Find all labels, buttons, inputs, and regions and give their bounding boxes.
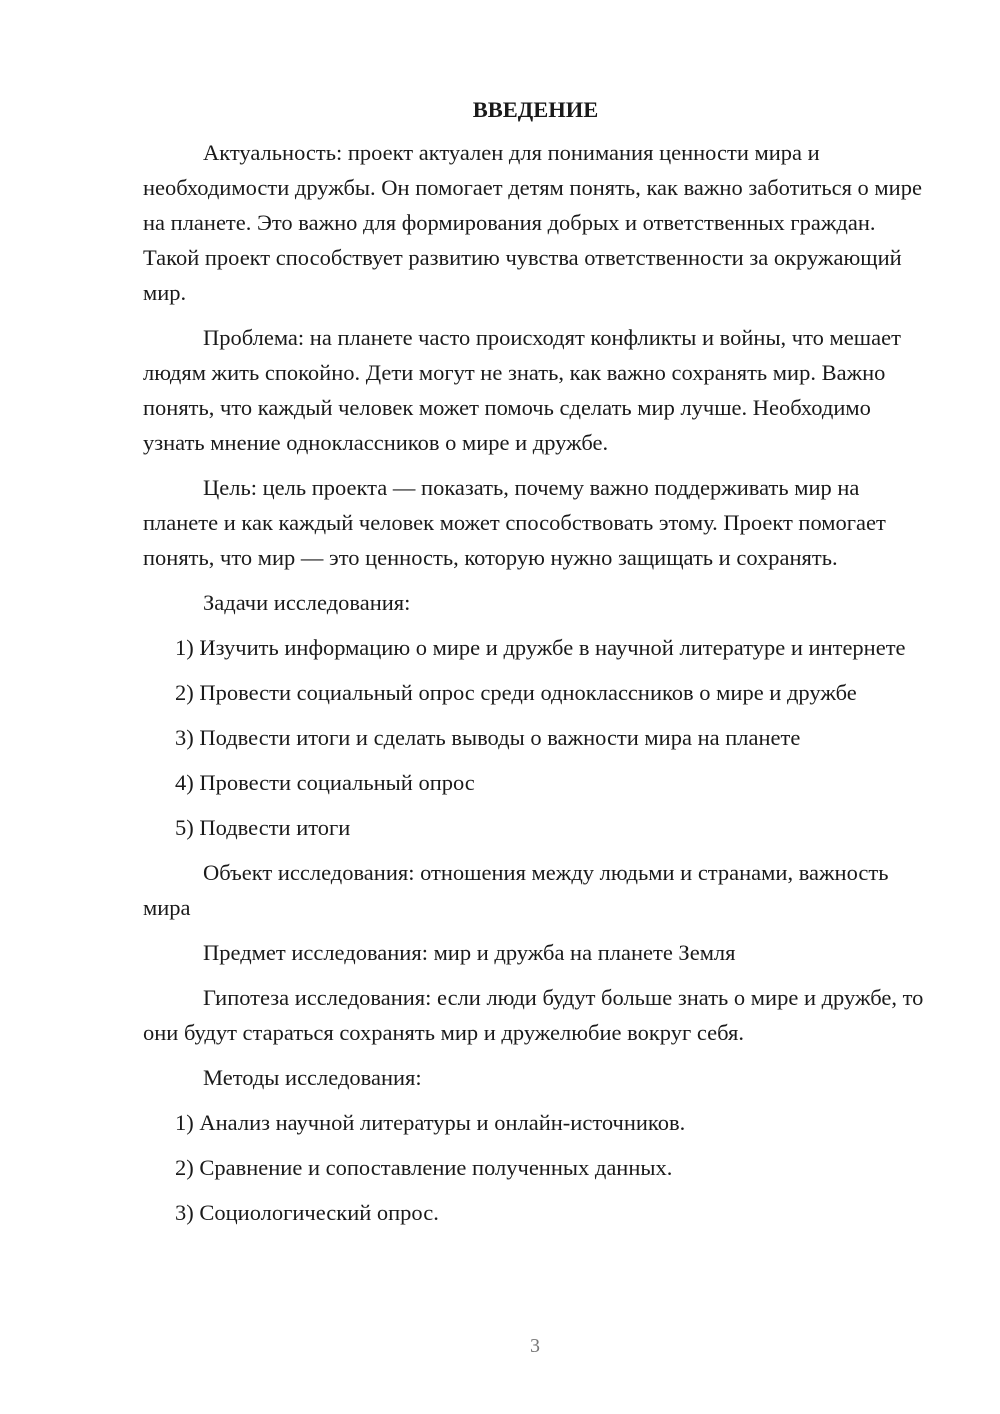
method-item: 1) Анализ научной литературы и онлайн-источников. (175, 1110, 686, 1135)
document-page (143, 92, 928, 1240)
paragraph-relevance: Актуальность: проект актуален для понимания ценности мира и необходимости дружбы. Он помогает детям понять, как важно заботиться о мире на планете. Это важно для формирования добрых и ответственных граждан. Такой проект способствует развитию чувства ответственности за окружающий мир. (143, 140, 922, 305)
methods-heading: Методы исследования: (203, 1065, 422, 1090)
task-item: 1) Изучить информацию о мире и дружбе в научной литературе и интернете (175, 635, 906, 660)
task-item: 3) Подвести итоги и сделать выводы о важности мира на планете (175, 725, 801, 750)
paragraph-goal: Цель: цель проекта — показать, почему важно поддерживать мир на планете и как каждый человек может способствовать этому. Проект помогает понять, что мир — это ценность, которую нужно защищать и сохранять. (143, 475, 886, 570)
task-item: 4) Провести социальный опрос (175, 770, 475, 795)
page-number: 3 (530, 1335, 540, 1357)
paragraph-object: Объект исследования: отношения между людьми и странами, важность мира (143, 860, 889, 920)
paragraph-problem: Проблема: на планете часто происходят конфликты и войны, что мешает людям жить спокойно. Дети могут не знать, как важно сохранять мир. Важно понять, что каждый человек может помочь сделать мир лучше. Необходимо узнать мнение одноклассников о мире и дружбе. (143, 325, 901, 455)
method-item: 2) Сравнение и сопоставление полученных данных. (175, 1155, 673, 1180)
tasks-heading: Задачи исследования: (203, 590, 411, 615)
task-item: 5) Подвести итоги (175, 815, 351, 840)
paragraph-hypothesis: Гипотеза исследования: если люди будут больше знать о мире и дружбе, то они будут стараться сохранять мир и дружелюбие вокруг себя. (143, 985, 924, 1045)
task-item: 2) Провести социальный опрос среди одноклассников о мире и дружбе (175, 680, 857, 705)
paragraph-subject: Предмет исследования: мир и дружба на планете Земля (203, 940, 736, 965)
page-title: ВВЕДЕНИЕ (472, 97, 599, 122)
method-item: 3) Социологический опрос. (175, 1200, 439, 1225)
